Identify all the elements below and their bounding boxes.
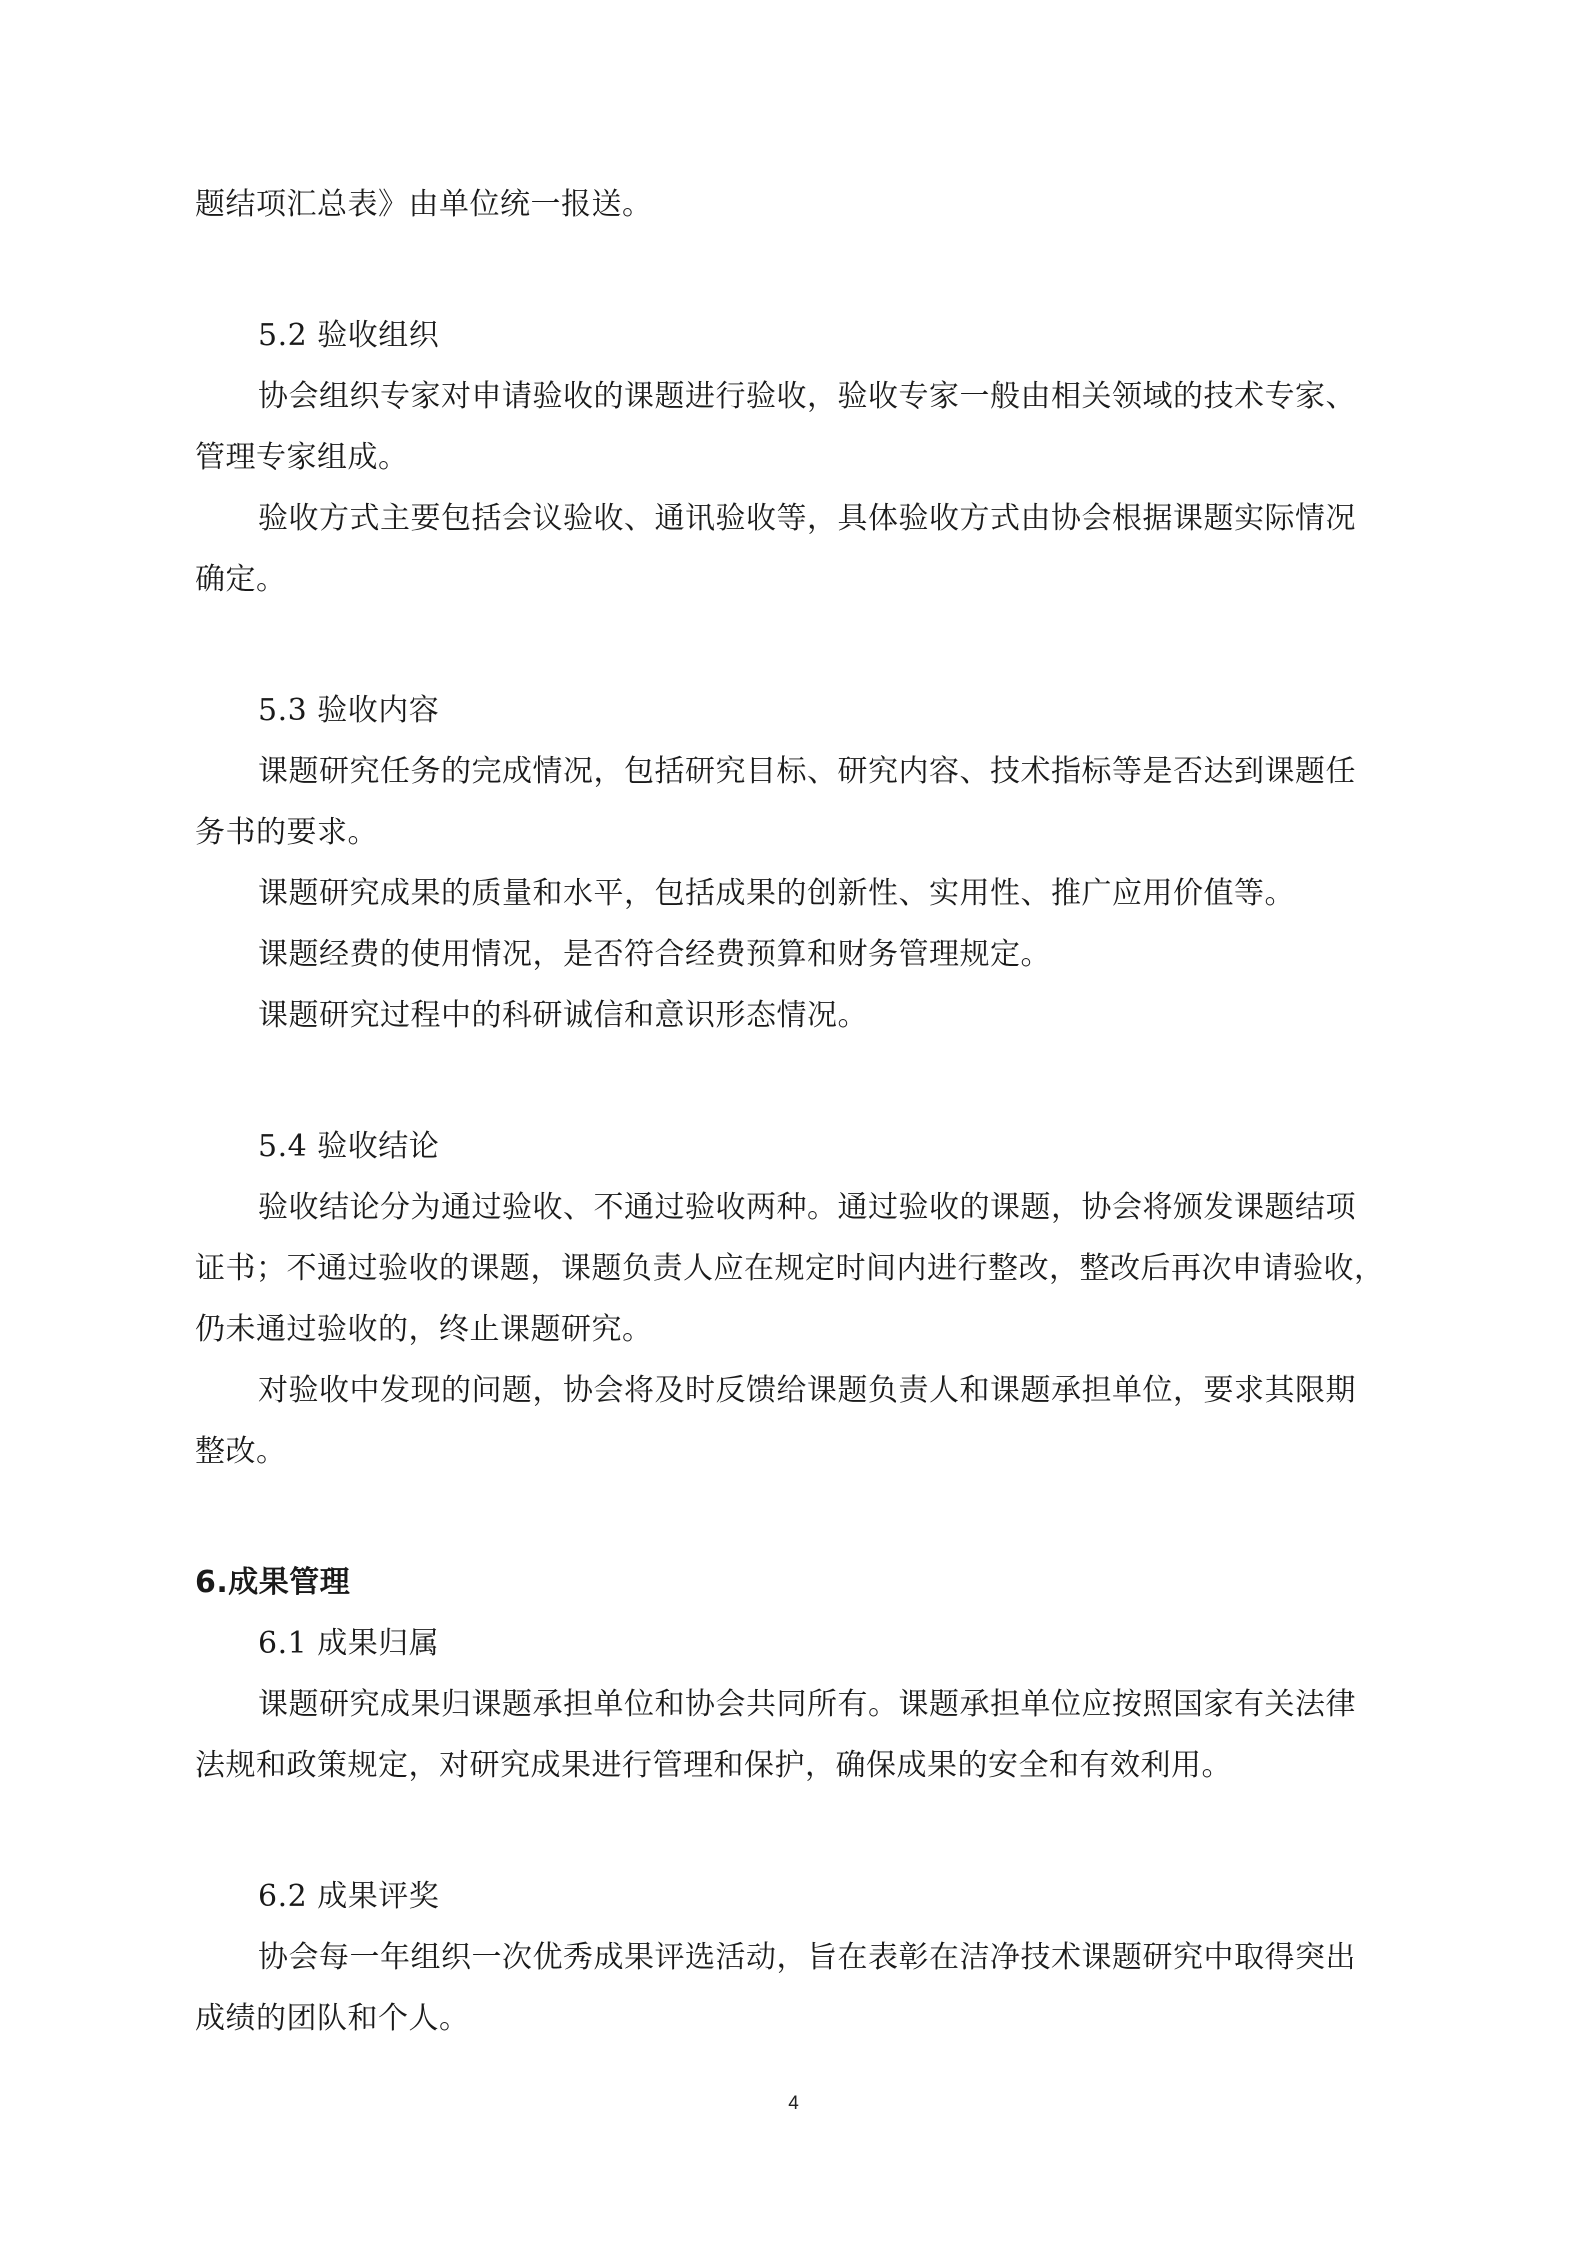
paragraph-line: 协会组织专家对申请验收的课题进行验收，验收专家一般由相关领域的技术专家、 [258, 379, 1356, 414]
paragraph-line: 务书的要求。 [195, 815, 378, 850]
paragraph-line: 确定。 [195, 562, 287, 597]
paragraph-line: 整改。 [195, 1434, 287, 1469]
section-heading-5-2: 5.2 验收组织 [258, 318, 440, 353]
paragraph-line: 仍未通过验收的，终止课题研究。 [195, 1312, 653, 1347]
paragraph-line: 课题研究任务的完成情况，包括研究目标、研究内容、技术指标等是否达到课题任 [258, 754, 1356, 789]
paragraph-line: 验收结论分为通过验收、不通过验收两种。通过验收的课题，协会将颁发课题结项 [258, 1190, 1356, 1225]
paragraph-line: 协会每一年组织一次优秀成果评选活动，旨在表彰在洁净技术课题研究中取得突出 [258, 1940, 1356, 1975]
paragraph-line: 课题研究成果的质量和水平，包括成果的创新性、实用性、推广应用价值等。 [258, 876, 1295, 911]
section-heading-6-2: 6.2 成果评奖 [258, 1879, 440, 1914]
section-heading-5-4: 5.4 验收结论 [258, 1129, 440, 1164]
chapter-heading-6: 6.成果管理 [195, 1565, 351, 1600]
paragraph-line: 管理专家组成。 [195, 440, 409, 475]
paragraph-line: 成绩的团队和个人。 [195, 2001, 470, 2036]
page-number: 4 [788, 2093, 799, 2114]
paragraph-line: 证书；不通过验收的课题，课题负责人应在规定时间内进行整改，整改后再次申请验收， [195, 1251, 1385, 1286]
paragraph-continuation: 题结项汇总表》由单位统一报送。 [195, 187, 653, 222]
paragraph-line: 法规和政策规定，对研究成果进行管理和保护，确保成果的安全和有效利用。 [195, 1748, 1232, 1783]
paragraph-line: 验收方式主要包括会议验收、通讯验收等，具体验收方式由协会根据课题实际情况 [258, 501, 1356, 536]
section-heading-6-1: 6.1 成果归属 [258, 1626, 440, 1661]
paragraph-line: 对验收中发现的问题，协会将及时反馈给课题负责人和课题承担单位，要求其限期 [258, 1373, 1356, 1408]
paragraph-line: 课题研究过程中的科研诚信和意识形态情况。 [258, 998, 868, 1033]
paragraph-line: 课题研究成果归课题承担单位和协会共同所有。课题承担单位应按照国家有关法律 [258, 1687, 1356, 1722]
section-heading-5-3: 5.3 验收内容 [258, 693, 440, 728]
paragraph-line: 课题经费的使用情况，是否符合经费预算和财务管理规定。 [258, 937, 1051, 972]
